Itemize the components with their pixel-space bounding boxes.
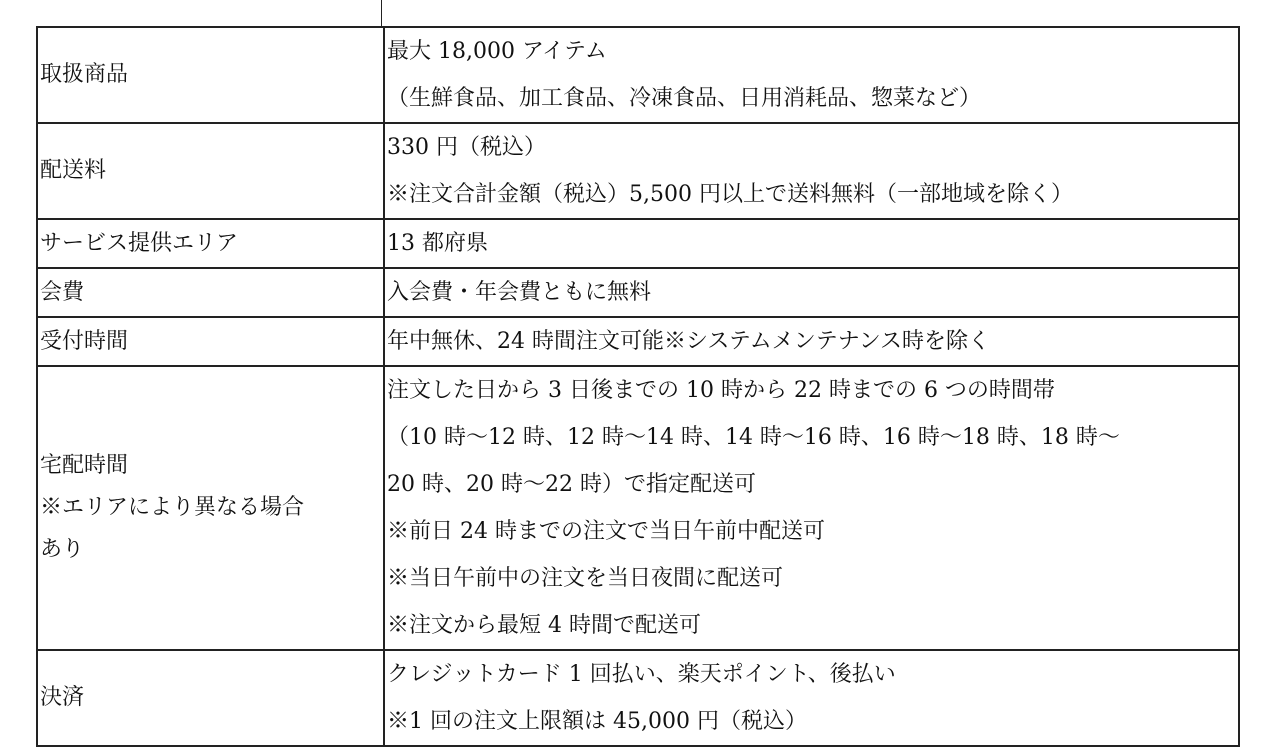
service-info-table bbox=[36, 26, 1240, 747]
label-line: 配送料 bbox=[40, 158, 107, 183]
row-label-order-hours bbox=[37, 317, 384, 366]
table-row bbox=[37, 123, 1239, 219]
value-line: ※当日午前中の注文を当日夜間に配送可 bbox=[387, 566, 784, 591]
label-line: 取扱商品 bbox=[40, 62, 129, 87]
value-line: 注文した日から 3 日後までの 10 時から 22 時までの 6 つの時間帯 bbox=[387, 378, 1055, 403]
row-label-payment bbox=[37, 650, 384, 746]
table-row bbox=[37, 317, 1239, 366]
row-value-membership-fee bbox=[384, 268, 1239, 317]
value-line: 入会費・年会費ともに無料 bbox=[387, 280, 652, 305]
label-line: 宅配時間 bbox=[40, 453, 129, 478]
row-value-shipping-fee bbox=[384, 123, 1239, 219]
label-line: 決済 bbox=[40, 685, 85, 710]
label-line: サービス提供エリア bbox=[40, 230, 239, 256]
value-line: 330 円（税込） bbox=[387, 135, 546, 160]
value-line: ※前日 24 時までの注文で当日午前中配送可 bbox=[387, 519, 825, 544]
value-line: 20 時、20 時～22 時）で指定配送可 bbox=[387, 472, 756, 497]
value-line: 最大 18,000 アイテム bbox=[387, 39, 607, 64]
row-value-payment bbox=[384, 650, 1239, 746]
value-line: （生鮮食品、加工食品、冷凍食品、日用消耗品、惣菜など） bbox=[387, 86, 982, 111]
label-line: 会費 bbox=[40, 279, 85, 305]
row-value-products bbox=[384, 27, 1239, 123]
row-value-service-area bbox=[384, 219, 1239, 268]
value-line: （10 時～12 時、12 時～14 時、14 時～16 時、16 時～18 時、18 時～ bbox=[387, 425, 1120, 450]
value-line: 13 都府県 bbox=[387, 231, 488, 256]
label-line: 受付時間 bbox=[40, 328, 129, 354]
row-label-service-area bbox=[37, 219, 384, 268]
row-label-shipping-fee bbox=[37, 123, 384, 219]
value-line: ※注文合計金額（税込）5,500 円以上で送料無料（一部地域を除く） bbox=[387, 182, 1073, 207]
table-row bbox=[37, 650, 1239, 746]
value-line: 年中無休、24 時間注文可能※システムメンテナンス時を除く bbox=[387, 329, 991, 354]
table-row bbox=[37, 366, 1239, 650]
label-line: ※エリアにより異なる場合 bbox=[40, 495, 305, 520]
row-label-delivery-time bbox=[37, 366, 384, 650]
value-line: クレジットカード 1 回払い、楽天ポイント、後払い bbox=[387, 662, 896, 687]
table-row bbox=[37, 27, 1239, 123]
table-row bbox=[37, 219, 1239, 268]
value-line: ※1 回の注文上限額は 45,000 円（税込） bbox=[387, 709, 807, 734]
label-line: あり bbox=[40, 537, 85, 562]
value-line: ※注文から最短 4 時間で配送可 bbox=[387, 613, 701, 638]
table-row bbox=[37, 268, 1239, 317]
row-value-order-hours bbox=[384, 317, 1239, 366]
row-label-products bbox=[37, 27, 384, 123]
table-top-divider bbox=[381, 0, 382, 26]
row-label-membership-fee bbox=[37, 268, 384, 317]
row-value-delivery-time bbox=[384, 366, 1239, 650]
